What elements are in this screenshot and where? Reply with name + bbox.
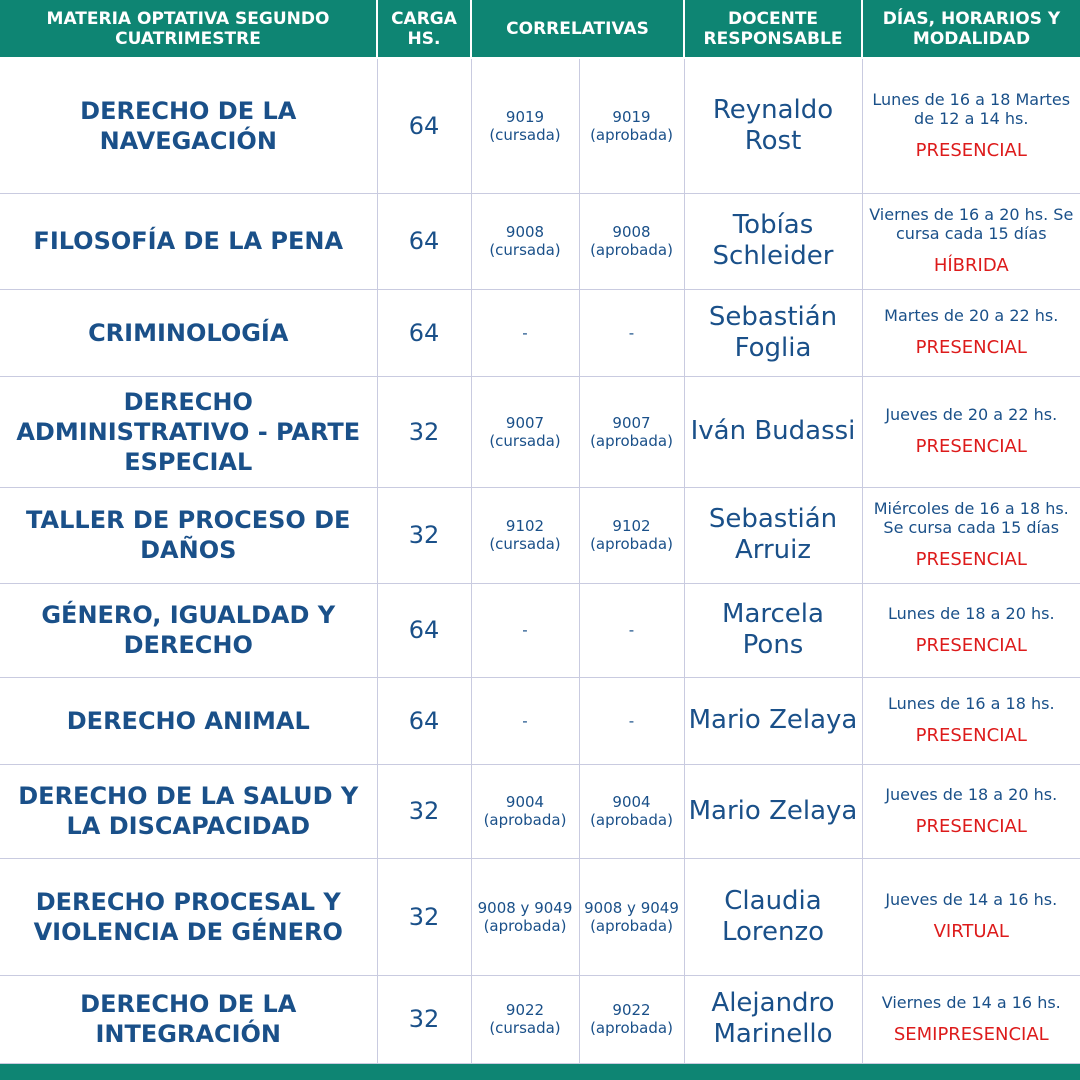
docente-name: Iván Budassi [684, 376, 862, 487]
carga-hs: 64 [377, 193, 471, 289]
carga-hs: 32 [377, 858, 471, 975]
docente-name: Reynaldo Rost [684, 58, 862, 193]
docente-name: Claudia Lorenzo [684, 858, 862, 975]
correlativa-cursada: 9004 (aprobada) [471, 764, 579, 858]
materia-name: TALLER DE PROCESO DE DAÑOS [0, 487, 377, 583]
docente-name: Marcela Pons [684, 583, 862, 677]
horario-text: Lunes de 18 a 20 hs. [887, 603, 1055, 623]
correlativa-aprobada: 9022 (aprobada) [579, 975, 684, 1063]
correlativa-cursada: 9007 (cursada) [471, 376, 579, 487]
correlativa-cursada: 9019 (cursada) [471, 58, 579, 193]
table-row [0, 376, 1080, 487]
docente-name: Alejandro Marinello [684, 975, 862, 1063]
table-row [0, 583, 1080, 677]
materia-name: DERECHO DE LA NAVEGACIÓN [0, 58, 377, 193]
carga-hs: 32 [377, 975, 471, 1063]
modalidad-text: PRESENCIAL [915, 634, 1027, 656]
horario-cell [862, 583, 1080, 677]
horario-text: Lunes de 16 a 18 hs. [887, 694, 1055, 713]
correlativa-aprobada: 9008 (aprobada) [579, 193, 684, 289]
materia-name: GÉNERO, IGUALDAD Y DERECHO [0, 583, 377, 677]
materia-name: DERECHO ANIMAL [0, 677, 377, 764]
header-correlativas: CORRELATIVAS [471, 0, 684, 58]
correlativa-cursada: 9008 y 9049 (aprobada) [471, 858, 579, 975]
carga-hs: 32 [377, 764, 471, 858]
table-row [0, 193, 1080, 289]
carga-hs: 64 [377, 677, 471, 764]
horario-cell [862, 58, 1080, 193]
correlativa-aprobada: 9004 (aprobada) [579, 764, 684, 858]
horario-text: Jueves de 18 a 20 hs. [885, 784, 1058, 804]
table-row [0, 677, 1080, 764]
correlativa-cursada: 9102 (cursada) [471, 487, 579, 583]
horario-text: Jueves de 20 a 22 hs. [885, 405, 1058, 424]
header-docente: DOCENTE RESPONSABLE [684, 0, 862, 58]
horario-text: Jueves de 14 a 16 hs. [885, 890, 1058, 909]
header-materia: MATERIA OPTATIVA SEGUNDO CUATRIMESTRE [0, 0, 377, 58]
modalidad-text: PRESENCIAL [915, 139, 1027, 161]
horario-cell [862, 975, 1080, 1063]
materia-name: DERECHO DE LA SALUD Y LA DISCAPACIDAD [0, 764, 377, 858]
docente-name: Mario Zelaya [684, 677, 862, 764]
correlativa-aprobada: 9008 y 9049 (aprobada) [579, 858, 684, 975]
table-row [0, 764, 1080, 858]
materia-name: FILOSOFÍA DE LA PENA [0, 193, 377, 289]
correlativa-aprobada: - [579, 677, 684, 764]
materia-name: DERECHO DE LA INTEGRACIÓN [0, 975, 377, 1063]
materia-name: DERECHO ADMINISTRATIVO - PARTE ESPECIAL [0, 376, 377, 487]
materia-name: DERECHO PROCESAL Y VIOLENCIA DE GÉNERO [0, 858, 377, 975]
horario-cell [862, 487, 1080, 583]
table-row [0, 487, 1080, 583]
horario-cell [862, 764, 1080, 858]
correlativa-cursada: 9008 (cursada) [471, 193, 579, 289]
header-horarios: DÍAS, HORARIOS Y MODALIDAD [862, 0, 1080, 58]
correlativa-aprobada: 9102 (aprobada) [579, 487, 684, 583]
modalidad-text: SEMIPRESENCIAL [893, 1023, 1049, 1045]
modalidad-text: PRESENCIAL [915, 549, 1027, 570]
carga-hs: 32 [377, 487, 471, 583]
horario-text: Martes de 20 a 22 hs. [884, 306, 1059, 325]
correlativa-aprobada: 9019 (aprobada) [579, 58, 684, 193]
table-row [0, 858, 1080, 975]
correlativa-cursada: 9022 (cursada) [471, 975, 579, 1063]
footer-bar [0, 1064, 1080, 1080]
horario-text: Lunes de 16 a 18 Martes de 12 a 14 hs. [872, 89, 1071, 128]
horario-text: Viernes de 14 a 16 hs. [881, 992, 1061, 1012]
horario-cell [862, 376, 1080, 487]
modalidad-text: PRESENCIAL [915, 815, 1027, 837]
docente-name: Sebastián Foglia [684, 289, 862, 376]
horario-text: Viernes de 16 a 20 hs. Se cursa cada 15 días [869, 205, 1074, 243]
modalidad-text: VIRTUAL [933, 921, 1009, 942]
table-row [0, 58, 1080, 193]
table-row [0, 975, 1080, 1063]
correlativa-aprobada: - [579, 289, 684, 376]
horario-cell [862, 677, 1080, 764]
table-row [0, 289, 1080, 376]
header-row [0, 0, 1080, 58]
docente-name: Tobías Schleider [684, 193, 862, 289]
correlativa-cursada: - [471, 677, 579, 764]
correlativa-aprobada: 9007 (aprobada) [579, 376, 684, 487]
correlativa-aprobada: - [579, 583, 684, 677]
docente-name: Sebastián Arruiz [684, 487, 862, 583]
horario-cell [862, 289, 1080, 376]
carga-hs: 64 [377, 583, 471, 677]
modalidad-text: HÍBRIDA [933, 255, 1009, 276]
modalidad-text: PRESENCIAL [915, 725, 1027, 746]
modalidad-text: PRESENCIAL [915, 337, 1027, 358]
carga-hs: 64 [377, 289, 471, 376]
carga-hs: 64 [377, 58, 471, 193]
correlativa-cursada: - [471, 289, 579, 376]
materia-name: CRIMINOLOGÍA [0, 289, 377, 376]
horario-cell [862, 193, 1080, 289]
carga-hs: 32 [377, 376, 471, 487]
horario-cell [862, 858, 1080, 975]
modalidad-text: PRESENCIAL [915, 436, 1027, 457]
docente-name: Mario Zelaya [684, 764, 862, 858]
horario-text: Miércoles de 16 a 18 hs. Se cursa cada 15 días [873, 499, 1069, 537]
correlativa-cursada: - [471, 583, 579, 677]
header-carga: CARGA HS. [377, 0, 471, 58]
